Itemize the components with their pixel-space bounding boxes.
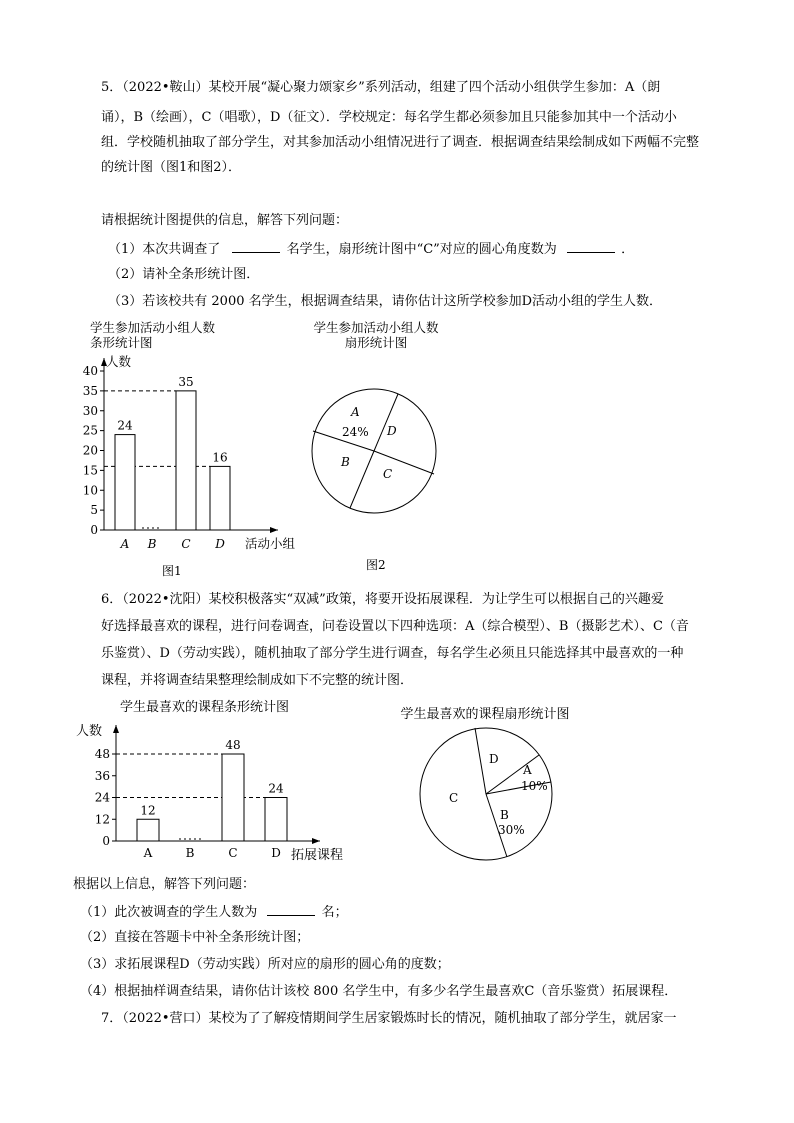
q6-pie-label-D: D: [489, 752, 499, 766]
q6-pie-label-B: B: [500, 808, 509, 822]
q5-bar-tick-label-6: 30: [82, 403, 98, 418]
q6-bar-tick-label-3: 36: [94, 768, 110, 783]
q5-line4: 的统计图（图1和图2）．: [101, 160, 242, 175]
q5-bar-tick-label-1: 5: [90, 503, 98, 518]
q6-pie-label-A: A: [523, 763, 532, 777]
q5-bar-bar-A: [115, 435, 135, 530]
q6-bar-xlabel: 拓展课程: [291, 848, 344, 863]
q5-bar-caption: 图1: [162, 564, 182, 578]
q6-bar-ylabel: 人数: [76, 724, 103, 739]
q5-bar-tick-label-3: 15: [82, 463, 98, 478]
q5-bar-cat-C: C: [181, 537, 191, 551]
q5-bar-cat-A: A: [120, 537, 130, 551]
q6-sub3: （3）求拓展课程D（劳动实践）所对应的扇形的圆心角的度数；: [80, 957, 450, 972]
q6-line3: 乐鉴赏）、D（劳动实践），随机抽取了部分学生进行调查，每名学生必须且只能选择其中最喜欢的一种: [101, 646, 684, 661]
q5-bar-cat-D: D: [215, 537, 225, 551]
q6-bar-cat-D: D: [271, 846, 281, 860]
q5-bar-tick-label-8: 40: [82, 364, 98, 378]
q5-bar-chart: [70, 318, 320, 583]
q5-bar-tick-label-2: 10: [82, 483, 98, 498]
q5-sub3: （3）若该校共有 2000 名学生，根据调查结果，请你估计这所学校参加D活动小组的学生人数．: [108, 294, 663, 309]
q6-bar-bar-C: [222, 754, 244, 841]
q5-bar-bar-D: [210, 466, 230, 530]
q5-bar-title2: 条形统计图: [90, 335, 153, 350]
q5-pie-chart: [298, 318, 458, 578]
q5-line1: 5．（2022•鞍山）某校开展“凝心聚力颂家乡”系列活动，组建了四个活动小组供学生参加：A（朗: [101, 80, 661, 95]
q6-bar-cat-B: B: [185, 846, 195, 860]
q5-pie-caption: 图2: [366, 558, 386, 572]
q5-pie-title2: 扇形统计图: [344, 335, 408, 350]
q5-sub1: [108, 240, 634, 258]
q6-pie-pct-A: 10%: [521, 779, 548, 793]
q5-sub1-text-b: 名学生，扇形统计图中“C”对应的圆心角度数为: [286, 242, 557, 257]
q5-bar-cat-B: B: [147, 537, 157, 551]
q6-line4: 课程，并将调查结果整理绘制成如下不完整的统计图．: [101, 673, 414, 688]
q5-bar-bar-value-C: 35: [178, 374, 194, 389]
q5-bar-bar-value-D: 16: [212, 450, 228, 465]
q6-bar-bar-D: [265, 798, 287, 842]
q6-bar-bar-value-D: 24: [268, 781, 284, 796]
q6-bar-chart: [70, 695, 370, 865]
q5-sub1-text-c: ．: [621, 242, 635, 257]
q5-bar-ylabel: 人数: [106, 354, 132, 369]
q6-bar-bar-value-C: 48: [225, 738, 241, 752]
q5-bar-plot: [83, 358, 278, 551]
q6-pie-title: 学生最喜欢的课程扇形统计图: [400, 707, 570, 722]
q6-bar-x-axis-arrow: [312, 838, 320, 844]
q5-bar-bar-C: [176, 391, 196, 530]
q5-sub1-text-a: （1）本次共调查了: [108, 242, 221, 257]
q5-blank-1: [232, 240, 280, 253]
q5-intro: 请根据统计图提供的信息，解答下列问题：: [101, 213, 349, 228]
q5-bar-bar-value-A: 24: [117, 418, 133, 433]
q6-bar-cat-C: C: [228, 846, 238, 860]
q5-pie-label-C: C: [383, 467, 393, 481]
q5-pie-label-D: D: [387, 424, 397, 438]
q5-bar-tick-label-5: 25: [82, 423, 98, 438]
q6-bar-title: 学生最喜欢的课程条形统计图: [120, 700, 290, 715]
q5-bar-xlabel: 活动小组: [245, 536, 296, 551]
q6-pie-pct-B: 30%: [498, 823, 525, 837]
q6-pie-chart: [385, 702, 595, 867]
q5-pie-label-B: B: [341, 455, 350, 469]
q5-line3: 组．学校随机抽取了部分学生，对其参加活动小组情况进行了调查．根据调查结果绘制成如下两幅不完整: [101, 135, 700, 150]
q6-bar-tick-label-2: 24: [94, 790, 110, 805]
q5-pie-pct-A: 24%: [342, 425, 369, 439]
q6-bar-y-axis-arrow: [113, 725, 119, 733]
q6-pie-label-C: C: [449, 791, 459, 805]
q6-bar-tick-label-1: 12: [94, 812, 110, 827]
q6-blank-1: [267, 903, 315, 916]
q5-bar-x-axis-arrow: [270, 527, 278, 533]
q6-bar-bar-A: [137, 819, 159, 841]
q7-line1: 7．（2022•营口）某校为了了解疫情期间学生居家锻炼时长的情况，随机抽取了部分学生，就居家一: [101, 1011, 677, 1026]
q5-pie: [312, 389, 436, 513]
q6-line1: 6．（2022•沈阳）某校积极落实“双减”政策，将要开设拓展课程．为让学生可以根据自己的兴趣爱: [101, 592, 664, 607]
q5-bar-tick-label-0: 0: [90, 523, 98, 537]
q6-bar-plot: [95, 725, 320, 860]
q6-bar-bar-value-A: 12: [140, 803, 156, 818]
q5-bar-title1: 学生参加活动小组人数: [90, 320, 216, 335]
q5-blank-2: [567, 240, 615, 253]
q6-sub2: （2）直接在答题卡中补全条形统计图；: [80, 930, 310, 945]
q5-bar-tick-label-7: 35: [82, 383, 98, 398]
q6-pie: [420, 728, 552, 860]
q6-line2: 好选择最喜欢的课程，进行问卷调查，问卷设置以下四种选项：A（综合模型）、B（摄影艺术）、C（音: [101, 619, 689, 634]
q6-bar-cat-A: A: [143, 846, 153, 860]
q6-bar-tick-label-4: 48: [94, 747, 110, 761]
q6-sub1-text-a: （1）此次被调查的学生人数为: [80, 905, 258, 920]
q5-line2: 诵），B（绘画），C（唱歌），D（征文）．学校规定：每名学生都必须参加且只能参加其中一个活动小: [101, 110, 677, 125]
q5-pie-label-A: A: [351, 405, 360, 419]
q6-sub1-text-b: 名；: [321, 905, 348, 920]
q6-bar-tick-label-0: 0: [102, 834, 110, 848]
q6-intro: 根据以上信息，解答下列问题：: [73, 877, 256, 892]
q5-sub2: （2）请补全条形统计图．: [108, 267, 260, 282]
q5-bar-tick-label-4: 20: [82, 443, 98, 458]
q5-pie-title1: 学生参加活动小组人数: [313, 320, 439, 335]
q6-sub1: [80, 903, 348, 921]
q6-sub4: （4）根据抽样调查结果，请你估计该校 800 名学生中，有多少名学生最喜欢C（音乐鉴赏）拓展课程．: [80, 984, 678, 999]
